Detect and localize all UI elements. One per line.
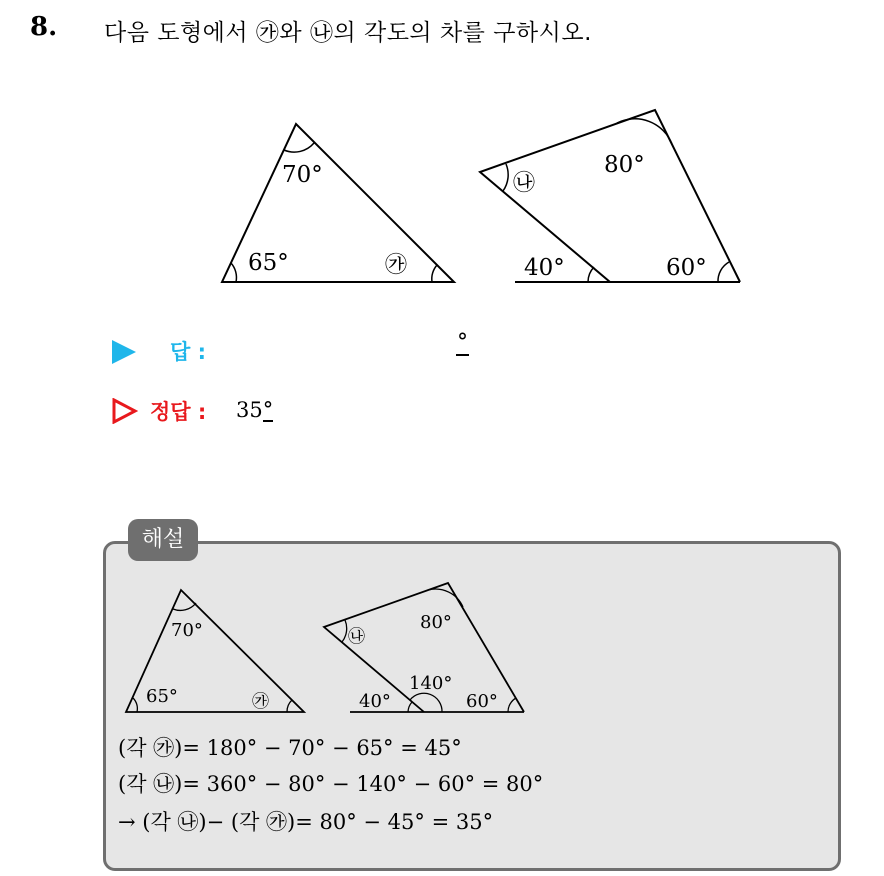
explanation-tab: 해설: [128, 519, 198, 561]
answer-unit: °: [457, 330, 468, 355]
angle-arc-70: [284, 143, 314, 152]
explanation-line-2: (각 ㉯)= 360° − 80° − 140° − 60° = 80°: [118, 772, 544, 796]
label-ga: ㉮: [385, 253, 408, 278]
label-40: 40°: [524, 255, 565, 281]
answer-label: 답 :: [170, 340, 206, 364]
angle-arc-40: [588, 267, 594, 282]
solution-row: [112, 394, 512, 428]
question-figure: [0, 0, 884, 320]
solution-value: 35°: [236, 398, 274, 422]
angle-arc-60: [718, 262, 729, 282]
answer-blank[interactable]: [456, 330, 469, 356]
exp-label-140: 140°: [409, 673, 453, 694]
question-number: 8.: [30, 12, 58, 42]
label-70: 70°: [282, 162, 323, 188]
exp-label-60: 60°: [466, 691, 498, 712]
label-60: 60°: [666, 255, 707, 281]
exp-label-ga: ㉮: [252, 692, 269, 712]
outline-arrow-icon: [112, 398, 138, 424]
label-80: 80°: [604, 152, 645, 178]
angle-arc-65: [231, 263, 236, 282]
exp-label-65: 65°: [146, 686, 178, 707]
exp-label-40: 40°: [359, 691, 391, 712]
angle-arc-na: [503, 164, 508, 191]
exp-label-na: ㉯: [348, 627, 365, 647]
label-na: ㉯: [513, 171, 536, 196]
angle-arc-80: [617, 119, 672, 144]
exp-label-80: 80°: [420, 612, 452, 633]
angle-arc-ga: [432, 265, 437, 282]
play-arrow-icon: [112, 340, 138, 364]
explanation-figure: [0, 560, 884, 730]
solution-label: 정답 :: [150, 400, 207, 424]
answer-row: [112, 330, 512, 368]
label-65: 65°: [248, 250, 289, 276]
explanation-line-3: → (각 ㉯)− (각 ㉮)= 80° − 45° = 35°: [118, 810, 494, 834]
question-text: 다음 도형에서 ㉮와 ㉯의 각도의 차를 구하시오.: [104, 20, 592, 46]
explanation-line-1: (각 ㉮)= 180° − 70° − 65° = 45°: [118, 736, 462, 760]
exp-label-70: 70°: [171, 620, 203, 641]
